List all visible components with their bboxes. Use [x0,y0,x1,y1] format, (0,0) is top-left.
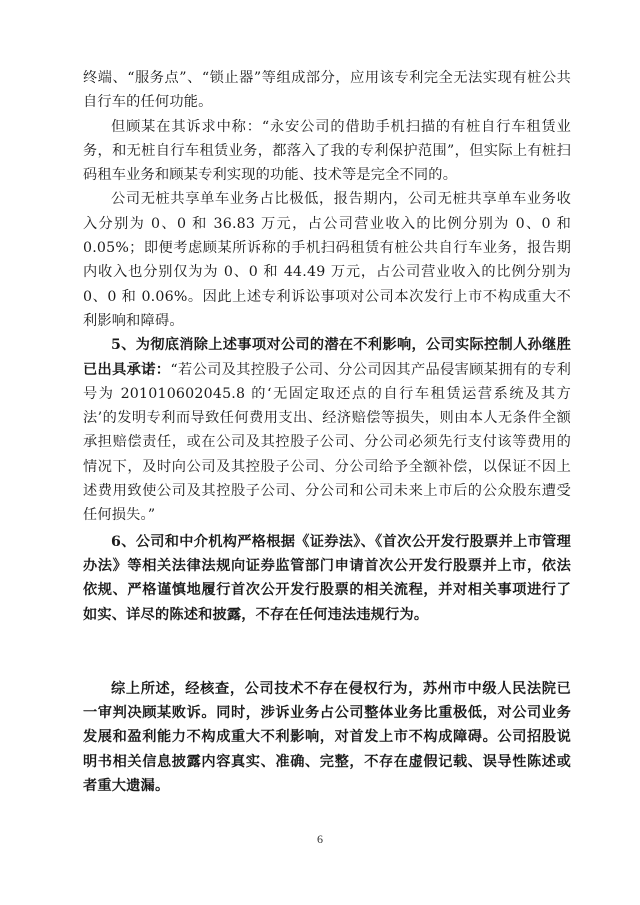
document-body [83,66,571,798]
page-number: 6 [317,832,323,846]
paragraph-revenue: 公司无桩共享单车业务占比极低，报告期内，公司无桩共享单车业务收入分别为 0、0 和 36.83 万元，占公司营业收入的比例分别为 0、0 和 0.05%；即便考虑顾某所诉称的手机扫码租赁有桩公共自行车业务，报告期内收入也分别仅为为 0、0 和 44.49 万元，占公司营业收入的比例分别为 0、0 和 0.06%。因此上述专利诉讼事项对公司本次发行上市不构成重大不利影响和障碍。 [83,191,571,329]
paragraph-compliance: 6、公司和中介机构严格根据《证券法》、《首次公开发行股票并上市管理办法》等相关法律法规向证券监管部门申请首次公开发行股票并上市，依法依规、严格谨慎地履行首次公开发行股票的相关流程，并对相关事项进行了如实、详尽的陈述和披露，不存在任何违法违规行为。 [83,533,571,623]
commitment-lead: 5、为彻底消除上述事项对公司的潜在不利影响，公司实际控制人孙继胜已出具承诺： [83,337,571,378]
paragraph-claim: 但顾某在其诉求中称：“永安公司的借助手机扫描的有桩自行车租赁业务，和无桩自行车租赁业务，都落入了我的专利保护范围”，但实际上有桩扫码租车业务和顾某专利实现的功能、技术等是完全不同的。 [83,118,571,184]
commitment-text: “若公司及其控股子公司、分公司因其产品侵害顾某拥有的专利号为 201010602045.8 的‘无固定取还点的自行车租赁运营系统及其方法’的发明专利而导致任何费用支出、经济赔偿等损失，则由本人无条件全额承担赔偿责任，或在公司及其控股子公司、分公司必须先行支付该等费用的情况下，及时向公司及其控股子公司、分公司给予全额补偿，以保证不因上述费用致使公司及其控股子公司、分公司和公司未来上市后的公众股东遭受任何损失。” [83,361,571,524]
paragraph-continuation: 终端、“服务点”、“锁止器”等组成部分，应用该专利完全无法实现有桩公共自行车的任何功能。 [83,70,571,111]
paragraph-commitment [83,333,571,527]
paragraph-conclusion: 综上所述，经核查，公司技术不存在侵权行为，苏州市中级人民法院已一审判决顾某败诉。同时，涉诉业务占公司整体业务比重极低，对公司业务发展和盈利能力不构成重大不利影响，对首发上市不构成障碍。公司招股说明书相关信息披露内容真实、准确、完整，不存在虚假记载、误导性陈述或者重大遗漏。 [83,680,571,795]
